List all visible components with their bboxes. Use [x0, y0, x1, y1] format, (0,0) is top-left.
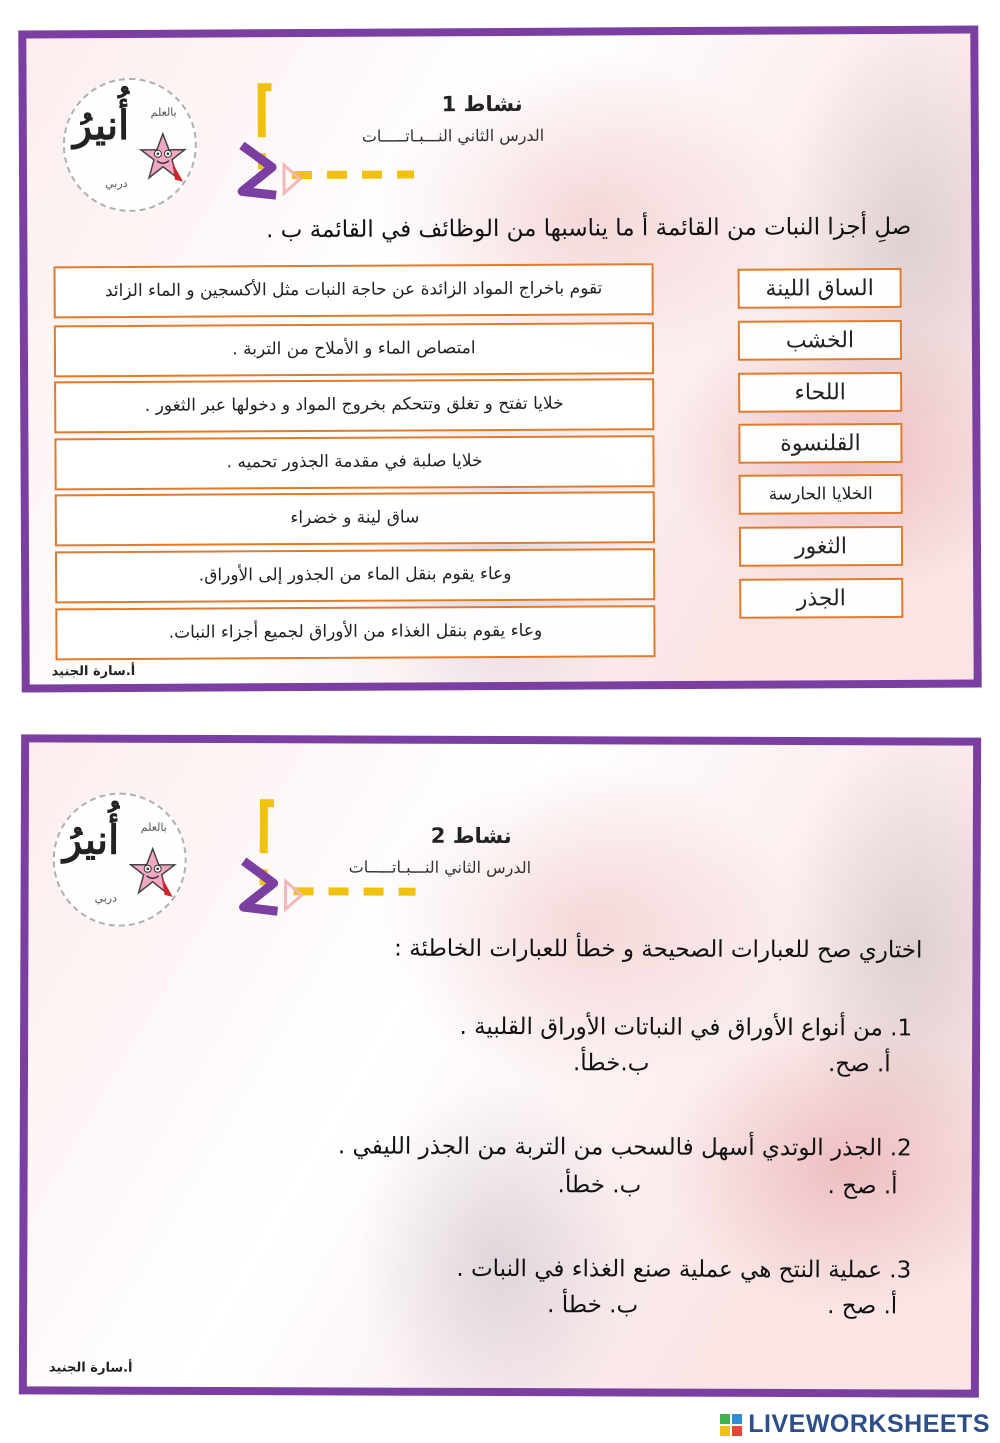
question-3-option-true[interactable]: أ. صح .	[827, 1293, 898, 1320]
function-box-6[interactable]: وعاء يقوم بنقل الماء من الجذور إلى الأوراق.	[55, 548, 655, 603]
term-box-4[interactable]: القلنسوة	[738, 423, 902, 464]
function-box-7[interactable]: وعاء يقوم بنقل الغذاء من الأوراق لجميع أجزاء النبات.	[55, 605, 655, 660]
question-2-option-false[interactable]: ب. خطأ.	[557, 1172, 642, 1199]
function-box-4[interactable]: خلايا صلبة في مقدمة الجذور تحميه .	[54, 435, 654, 490]
question-3-text: 3. عملية النتح هي عملية صنع الغذاء في النبات .	[456, 1255, 912, 1284]
star-mascot-icon	[139, 132, 187, 188]
liveworksheets-wordmark: LIVEWORKSHEETS	[748, 1410, 990, 1438]
logo-word: أُنيرُ	[72, 101, 130, 150]
term-box-5[interactable]: الخلايا الحارسة	[739, 474, 903, 515]
activity1-author: أ.سارة الجنيد	[51, 663, 136, 680]
question-2-option-true[interactable]: أ. صح .	[827, 1173, 898, 1200]
question-1-option-true[interactable]: أ. صح.	[827, 1051, 891, 1078]
activity2-card	[19, 734, 981, 1397]
term-box-2[interactable]: الخشب	[738, 320, 902, 361]
logo-tagline-top: بالعلم	[140, 820, 167, 834]
function-box-5[interactable]: ساق لينة و خضراء	[55, 491, 655, 546]
activity1-title: نشاط 1	[441, 91, 523, 117]
star-mascot-icon	[129, 847, 177, 903]
liveworksheets-logo-icon	[720, 1414, 742, 1436]
activity2-title: نشاط 2	[430, 823, 512, 849]
logo-word: أُنيرُ	[62, 816, 120, 864]
logo-badge	[52, 792, 186, 926]
term-box-7[interactable]: الجذر	[739, 578, 903, 619]
logo-badge	[63, 78, 198, 213]
term-box-3[interactable]: اللحاء	[738, 372, 902, 413]
activity2-instruction: اختاري صح للعبارات الصحيحة و خطأ للعبارات الخاطئة :	[394, 935, 923, 964]
logo-tagline-bottom: دربي	[94, 891, 118, 905]
term-box-6[interactable]: الثغور	[739, 526, 903, 567]
activity1-card	[18, 25, 981, 692]
activity1-instruction: صلِ أجزا النبات من القائمة أ ما يناسبها من الوظائف في القائمة ب .	[266, 213, 912, 244]
liveworksheets-brand	[720, 1410, 990, 1439]
activity1-subtitle: الدرس الثاني النـــبـاتـــــات	[361, 125, 545, 146]
function-box-3[interactable]: خلايا تفتح و تغلق وتتحكم بخروج المواد و دخولها عبر الثغور .	[54, 378, 654, 433]
function-box-2[interactable]: امتصاص الماء و الأملاح من التربة .	[54, 322, 654, 377]
function-box-1[interactable]: تقوم باخراج المواد الزائدة عن حاجة النبات مثل الأكسجين و الماء الزائد	[54, 263, 654, 318]
term-box-1[interactable]: الساق اللينة	[738, 268, 902, 309]
logo-tagline-top: بالعلم	[150, 105, 177, 119]
activity2-author: أ.سارة الجنيد	[48, 1360, 133, 1376]
activity2-subtitle: الدرس الثاني النـــبـاتـــــات	[348, 857, 532, 878]
question-1-option-false[interactable]: ب.خطأ.	[572, 1050, 650, 1077]
question-1-text: 1. من أنواع الأوراق في النباتات الأوراق القلبية .	[459, 1013, 913, 1042]
question-2-text: 2. الجذر الوتدي أسهل فالسحب من التربة من الجذر الليفي .	[337, 1133, 912, 1162]
logo-tagline-bottom: دربي	[105, 176, 128, 191]
question-3-option-false[interactable]: ب. خطأ .	[547, 1292, 639, 1319]
